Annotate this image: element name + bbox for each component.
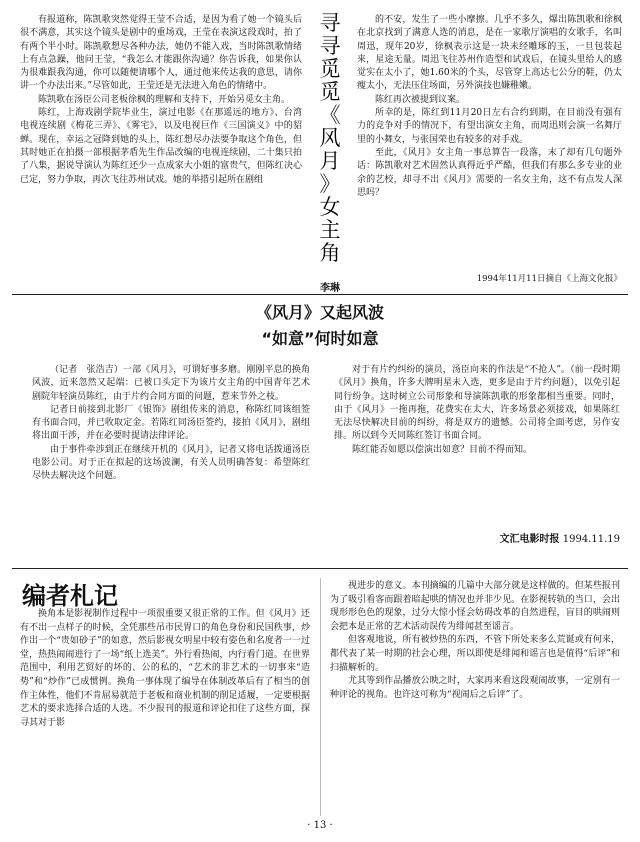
article-paragraph: （记者 张浩吉）一部《风月》，可谓好事多磨。刚刚平息的换角风波，近来忽然又起端：已被口头定下为该片女主角的中国青年艺术剧院年轻演员陈红，由于片约合同方面的问题，惹来节外之枝。	[32, 365, 310, 402]
editor-note-title: 编者札记	[22, 582, 118, 610]
editor-note-paragraph: 视进步的意义。本刊摘编的几篇中大部分就是这样做的。但某些报刊为了吸引看客而跟着暗起哄的情况也并非少见。在影视转轨的当口，会出现形形色色的现象，过分大惊小怪会妨碍改革的自然进程，盲目的哄闹则会把本是正常的艺术活动误传为绯闻甚至谣言。	[330, 581, 620, 632]
editor-note-left-column	[20, 608, 310, 818]
sidebar-source-credit: 1994年11月11日摘自《上海文化报》	[476, 274, 622, 284]
title-char: 角	[319, 241, 341, 265]
title-char: 主	[319, 218, 341, 242]
title-char: 觅	[319, 57, 341, 81]
editor-note-paragraph: 但客观地说，所有被炒热的东西，不管下所处来多么荒诞或有何来，都代表了某一时期的社会心理，所以即使是绯闻和谣言也是值得“后评”和扫描解析的。	[330, 635, 620, 673]
title-char: 风	[319, 126, 341, 150]
sidebar-paragraph: 陈红，上海戏剧学院毕业生，演过电影《在那遥远的地方》、台湾电视连续剧《梅花三弄》、《雾宅》，以及电视巨作《三国演义》中的貂蝉。现在，幸运之冠降到她的头上，陈红想尽办法要争取这个角色，但其时她正在拍摄一部根据茅盾先生作品改编的电视连续剧，二十集只拍了八集，据说导演认为陈红还少一点成家大小姐的富贵气，但陈红决心已定，努力争取，再次飞往苏州试戏。她的举措引起所在剧组	[20, 108, 302, 185]
title-char: 月	[319, 149, 341, 173]
sidebar-paragraph: 陈红再次被提到议案。	[375, 94, 466, 105]
title-char: 寻	[319, 34, 341, 58]
page-number: · 13 ·	[307, 820, 333, 831]
section-divider	[12, 568, 628, 569]
editor-note-paragraph: 尤其等到作品播放公映之时，大家再来看这段观闹故事，一定别有一种评论的视角。也许这可称为“视闹后之后评”了。	[330, 676, 620, 700]
title-char: 女	[319, 195, 341, 219]
article-paragraph: 陈红能否如愿以偿演出如意？目前不得而知。	[352, 444, 533, 455]
sidebar-paragraph: 陈凯歌在汤臣公司老板徐枫的理解和支持下，开始另觅女主角。	[38, 94, 291, 105]
title-char: 《	[319, 103, 341, 127]
article-right-column	[334, 364, 620, 538]
article-left-column	[32, 364, 310, 574]
article-subheadline: “如意”何时如意	[261, 329, 379, 348]
editor-note-right-column	[330, 580, 620, 818]
sidebar-paragraph: 所幸的是，陈红到11月20日左右合约到期，在目前没有强有力的竞争对手的情况下，有望出演女主角，而周迅则会演一名舞厅里的小舞女，与张国荣也有较多的对手戏。	[357, 108, 622, 145]
sidebar-left-column	[20, 14, 302, 292]
sidebar-vertical-title	[306, 12, 354, 265]
column-divider	[320, 578, 321, 816]
sidebar-byline: 李琳	[320, 283, 340, 294]
title-char: 觅	[319, 80, 341, 104]
article-paragraph: 记者日前接到北影厂《银饰》剧组传来的消息，称陈红同该组签有书面合同，并已收取定金。若陈红同汤臣签约，接拍《风月》，剧组将出面干涉，并在必要时提请法律评论。	[32, 404, 310, 442]
title-char: 》	[319, 172, 341, 196]
source-name: 文汇电影时报	[499, 534, 560, 545]
title-char: 寻	[319, 11, 341, 35]
article-paragraph: 对于有片约纠纷的演员，汤臣向来的作法是“不抢人”。（前一段时期《风月》换角，许多大牌明星未入选，更多是由于片约问题），以免引起同行纷争。这时树立公司形象和导演陈凯歌的形象都相当重要。同时，由于《风月》一拖再拖，花费实在太大，许多场景必须接戏，如果陈红无法尽快解决目前的纠纷，将是双方的遗憾。公司将全面考虑，另作安排。所以到今天同陈红签订书面合同。	[334, 365, 620, 442]
source-date: 1994.11.19	[562, 534, 620, 545]
sidebar-paragraph: 的不安，发生了一些小摩擦。几乎不多久，爆出陈凯歌和徐枫在北京找到了满意人选的消息，是在一家歌厅演唱的女歌手，名叫周迅，现年20岁，徐枫表示这是一块未经雕琢的玉，一旦包装起来，星途无量。周迅飞往苏州作造型和试戏后，在镜头里给人的感觉实在太小了，她1.60米的个头，尽管穿上高达七公分的鞋，仍太瘦太小，无法压住场面，另外演技也嫌稚嫩。	[357, 15, 622, 92]
sidebar-paragraph: 有报道称，陈凯歌突然觉得王莹不合适，是因为看了她一个镜头后很不满意，其实这个镜头是剧中的重场戏，王莹在表演这段戏时，拍了有两个半小时。陈凯歌想尽各种办法，她仍不能入戏，当时陈凯歌情绪上有点急躁，他问王莹，“我怎么才能跟你沟通？你告诉我，如果你认为很难跟我沟通，你可以随便请哪个人，通过他来传达我的意思，请你讲一个办法出来。”尽管如此，王莹还是无法进入角色的情绪中。	[20, 15, 302, 92]
sidebar-paragraph: 至此，《风月》女主角一事总算告一段落，末了却有几句题外话：陈凯歌对艺术固然认真得近乎严酷，但我们有那么多专业的业余的艺校，却寻不出《风月》需要的一名女主角，这不有点发人深思吗？	[357, 147, 622, 198]
sidebar-right-column	[357, 14, 622, 262]
article-paragraph: 由于事件牵涉到正在继续开机的《风月》，记者又将电话拨通汤臣电影公司。对于正在拟起的这场波澜，有关人员明确答复：希望陈红尽快去解决这个问题。	[32, 444, 310, 482]
section-divider	[12, 294, 628, 295]
editor-note-paragraph: 换角本是影视制作过程中一项很重要又很正常的工作。但《风月》还有不出一点样子的时候，全凭那些吊市民胃口的角色身份和民国秩事，炒作出一个“贵如砂子”的如意，然后影视女明星中较有姿色和名度者一一过堂，热热闹闹进行了一场“纸上选美”。外行看热闹，内行看门道。在世界范围中，利用艺贸好的坏的、公的私的，“艺术的非艺术的一切事来“造势”和“炒作”已成惯例。换角一事体现了编导在体制改革后有了相当的创作主体性，他们不肯屈易就范于老板和商业机制的削足适履，一定要根据艺术的要求选择合适的人选。不少报刊的报道和评论扣住了这些方面，探寻其对于影	[20, 609, 310, 728]
article-headline: 《风月》又起风波	[255, 303, 384, 322]
article-source-credit	[440, 530, 620, 545]
